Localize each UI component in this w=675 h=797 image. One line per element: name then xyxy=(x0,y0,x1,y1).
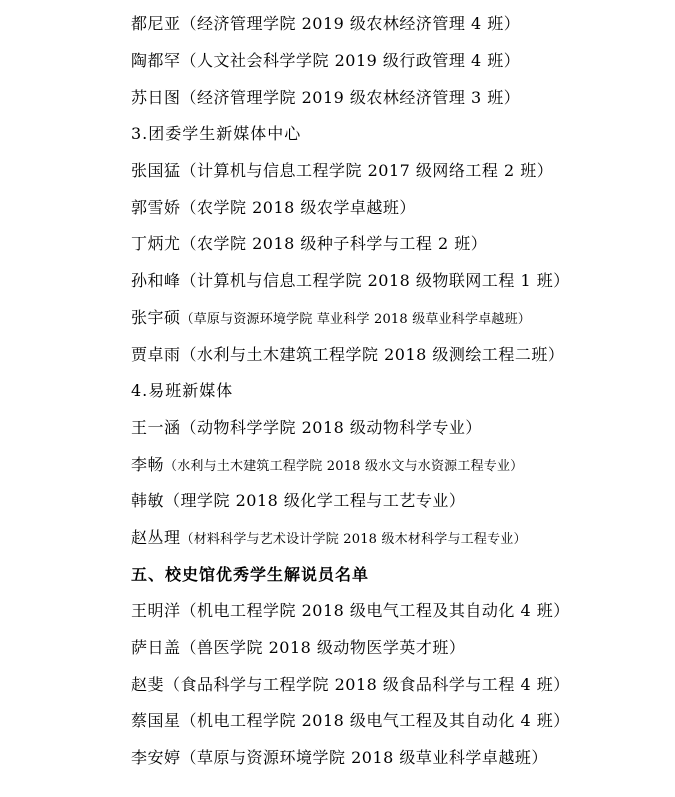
person-detail: （兽医学院 2018 级动物医学英才班） xyxy=(180,638,466,657)
list-item xyxy=(131,528,527,550)
section-subheading: 4.易班新媒体 xyxy=(131,381,234,400)
person-name: 李安婷 xyxy=(131,748,181,767)
person-name: 陶都罕 xyxy=(131,51,181,70)
person-detail: （农学院 2018 级农学卓越班） xyxy=(180,198,416,217)
person-detail: （草原与资源环境学院 草业科学 2018 级草业科学卓越班） xyxy=(180,312,531,327)
list-item xyxy=(131,638,465,658)
person-name: 李畅 xyxy=(131,455,165,474)
person-detail: （计算机与信息工程学院 2017 级网络工程 2 班） xyxy=(180,161,554,180)
person-name: 韩敏 xyxy=(131,491,165,510)
person-name: 郭雪娇 xyxy=(131,198,181,217)
section-heading: 五、校史馆优秀学生解说员名单 xyxy=(131,565,370,584)
person-detail: （农学院 2018 级种子科学与工程 2 班） xyxy=(180,234,488,253)
list-item xyxy=(131,418,482,438)
person-name: 贾卓雨 xyxy=(131,345,181,364)
list-item xyxy=(131,601,570,621)
person-name: 苏日图 xyxy=(131,88,181,107)
person-name: 赵斐 xyxy=(131,675,165,694)
person-detail: （食品科学与工程学院 2018 级食品科学与工程 4 班） xyxy=(164,675,570,694)
person-detail: （经济管理学院 2019 级农林经济管理 3 班） xyxy=(180,88,521,107)
list-item xyxy=(131,455,523,477)
list-item xyxy=(131,711,570,731)
list-item xyxy=(131,88,520,108)
list-item xyxy=(131,51,520,71)
list-item xyxy=(131,198,416,218)
list-item xyxy=(131,234,487,254)
list-item xyxy=(131,271,570,291)
person-name: 赵丛理 xyxy=(131,528,181,547)
person-name: 王明洋 xyxy=(131,601,181,620)
person-detail: （水利与土木建筑工程学院 2018 级测绘工程二班） xyxy=(180,345,565,364)
list-item xyxy=(131,14,520,34)
person-name: 萨日盖 xyxy=(131,638,181,657)
person-name: 都尼亚 xyxy=(131,14,181,33)
person-detail: （草原与资源环境学院 2018 级草业科学卓越班） xyxy=(180,748,548,767)
person-detail: （人文社会科学学院 2019 级行政管理 4 班） xyxy=(180,51,521,70)
person-detail: （机电工程学院 2018 级电气工程及其自动化 4 班） xyxy=(180,601,570,620)
person-detail: （经济管理学院 2019 级农林经济管理 4 班） xyxy=(180,14,521,33)
person-name: 孙和峰 xyxy=(131,271,181,290)
person-detail: （材料科学与艺术设计学院 2018 级木材科学与工程专业） xyxy=(180,532,527,547)
person-detail: （动物科学学院 2018 级动物科学专业） xyxy=(180,418,482,437)
person-name: 蔡国星 xyxy=(131,711,181,730)
person-detail: （理学院 2018 级化学工程与工艺专业） xyxy=(164,491,466,510)
list-item xyxy=(131,748,548,768)
person-name: 丁炳尤 xyxy=(131,234,181,253)
list-item xyxy=(131,308,531,330)
list-item xyxy=(131,675,570,695)
section-subheading: 3.团委学生新媒体中心 xyxy=(131,124,302,143)
person-name: 王一涵 xyxy=(131,418,181,437)
person-name: 张国猛 xyxy=(131,161,181,180)
person-detail: （计算机与信息工程学院 2018 级物联网工程 1 班） xyxy=(180,271,570,290)
person-detail: （机电工程学院 2018 级电气工程及其自动化 4 班） xyxy=(180,711,570,730)
list-item xyxy=(131,345,564,365)
list-item xyxy=(131,491,465,511)
person-name: 张宇硕 xyxy=(131,308,181,327)
person-detail: （水利与土木建筑工程学院 2018 级水文与水资源工程专业） xyxy=(164,459,524,474)
list-item xyxy=(131,161,553,181)
